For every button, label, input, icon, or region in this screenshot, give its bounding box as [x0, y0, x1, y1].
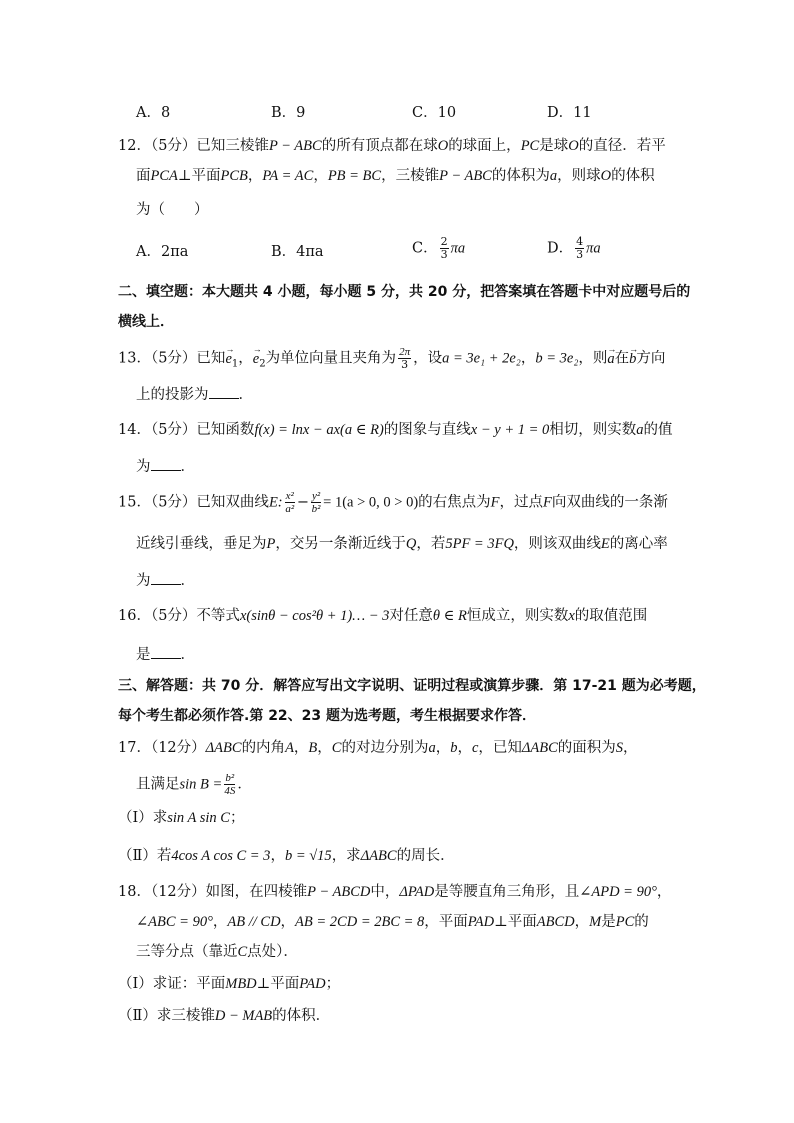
q11-option-d: D．11	[547, 105, 592, 121]
q14-line-1: 14．（5分）已知函数f(x) = lnx − ax(a ∈ R)的图象与直线x − y + 1 = 0相切，则实数a的值	[118, 422, 673, 438]
section-2-heading-cont: 横线上．	[118, 314, 174, 330]
q14-answer-blank[interactable]	[151, 456, 181, 471]
q18-part-1: （Ⅰ）求证：平面MBD⊥平面PAD；	[118, 976, 341, 992]
q15-line-3: 为 ．	[136, 570, 195, 591]
q11-option-c: C．10	[412, 105, 457, 121]
q15-line-1: 15．（5分）已知双曲线E: $\frac{\text{x²}}{\text{a²}}$ − $\frac{\text{y²}}{\text{b²}}$ = 1(a > 0, 0 > 0)的右焦点为F，过点F向双曲线的一条渐	[118, 490, 668, 515]
q12-line-3: 为（ ）	[136, 202, 209, 218]
q12-option-a: A．2πa	[136, 244, 189, 260]
q16-answer-blank[interactable]	[151, 644, 181, 659]
q15-line-2: 近线引垂线，垂足为P，交另一条渐近线于Q，若5PF = 3FQ，则该双曲线E的离心率	[136, 536, 668, 552]
q18-line-1: 18．（12分）如图，在四棱锥P − ABCD中，ΔPAD是等腰直角三角形，且∠APD = 90°，	[118, 884, 672, 900]
q12-option-c: C． $\frac{2}{3}$ πa	[412, 235, 466, 261]
q13-line-1: 13．（5分）已知→ $e_1$，→ $e_2$为单位向量且夹角为 $\frac{2\pi}{3}$ ，设a = 3e₁ + 2e₂，b = 3e₂，则→ a在→ b方向	[118, 346, 665, 374]
q18-part-2: （Ⅱ）求三棱锥D − MAB的体积．	[118, 1008, 331, 1024]
q15-answer-blank[interactable]	[151, 570, 181, 585]
q16-line-2: 是 ．	[136, 644, 195, 665]
q12-line-1: 12．（5分）已知三棱锥P − ABC的所有顶点都在球O的球面上，PC是球O的直径．若平	[118, 138, 666, 154]
q17-line-2: 且满足sin B = $\frac{\text{b²}}{4S}$ ．	[136, 772, 252, 797]
q17-part-1: （Ⅰ）求sin A sin C；	[118, 810, 245, 826]
q12-line-2: 面PCA⊥平面PCB，PA = AC，PB = BC，三棱锥P − ABC的体积为a，则球O的体积	[136, 168, 655, 184]
q17-part-2: （Ⅱ）若4cos A cos C = 3，b = √15，求ΔABC的周长．	[118, 848, 455, 864]
section-3-heading-cont: 每个考生都必须作答.第 22、23 题为选考题，考生根据要求作答．	[118, 708, 537, 724]
q16-line-1: 16．（5分）不等式x(sinθ − cos²θ + 1)… − 3对任意θ ∈ R恒成立，则实数x的取值范围	[118, 608, 648, 624]
q14-line-2: 为 ．	[136, 456, 195, 477]
q13-line-2: 上的投影为 ．	[136, 384, 253, 405]
section-2-heading: 二、填空题：本大题共 4 小题，每小题 5 分，共 20 分，把答案填在答题卡中对应题号后的	[118, 284, 691, 300]
q12-option-b: B．4πa	[271, 244, 324, 260]
section-3-heading: 三、解答题：共 70 分．解答应写出文字说明、证明过程或演算步骤．第 17-21 题为必考题，	[118, 678, 706, 694]
q12-option-d: D． $\frac{4}{3}$ πa	[547, 235, 601, 261]
q17-line-1: 17．（12分）ΔABC的内角A，B，C的对边分别为a，b，c，已知ΔABC的面积为S，	[118, 740, 638, 756]
q18-line-3: 三等分点（靠近C点处）．	[136, 944, 298, 960]
q11-option-b: B．9	[271, 105, 306, 121]
q11-option-a: A．8	[136, 105, 171, 121]
q13-answer-blank[interactable]	[209, 384, 239, 399]
q18-line-2: ∠ABC = 90°，AB // CD，AB = 2CD = 2BC = 8，平面PAD⊥平面ABCD，M是PC的	[136, 914, 649, 930]
